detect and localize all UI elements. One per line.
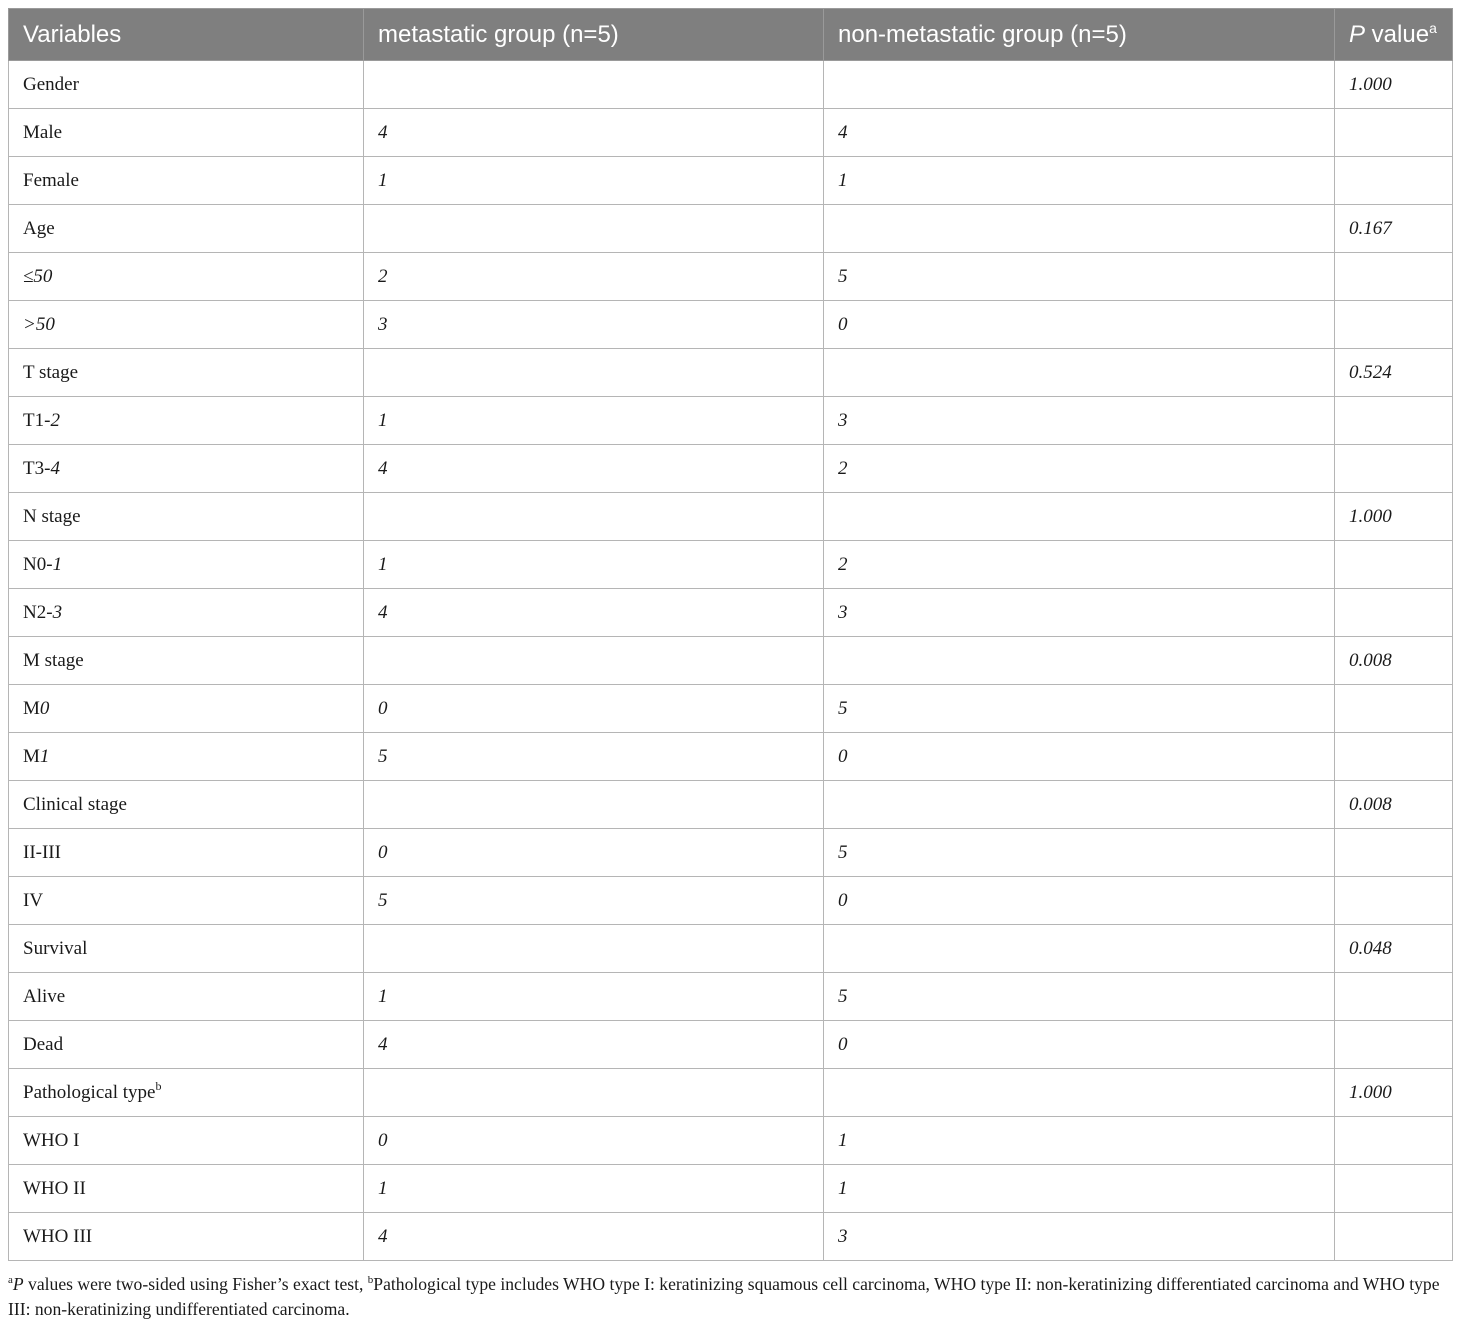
p-value-cell: [1335, 1213, 1453, 1261]
metastatic-count-cell: [364, 1069, 824, 1117]
variable-cell: [9, 541, 364, 589]
non-metastatic-count-cell: 1: [824, 1165, 1335, 1213]
p-value-cell: [1335, 733, 1453, 781]
variable-cell: [9, 253, 364, 301]
non-metastatic-count-cell: [824, 637, 1335, 685]
variable-cell: [9, 637, 364, 685]
table-row: [9, 637, 1453, 685]
variable-label: WHO III: [23, 1225, 93, 1247]
variable-label: T3-: [23, 457, 51, 479]
non-metastatic-count-cell: 1: [824, 1117, 1335, 1165]
header-variables: Variables: [9, 9, 364, 61]
p-value-cell: [1335, 829, 1453, 877]
p-value-cell: 0.167: [1335, 205, 1453, 253]
non-metastatic-count-cell: 0: [824, 733, 1335, 781]
p-value-cell: [1335, 685, 1453, 733]
table-row: [9, 733, 1453, 781]
p-value-cell: 0.524: [1335, 349, 1453, 397]
table-row: [9, 1213, 1453, 1261]
p-value-cell: [1335, 589, 1453, 637]
variable-cell: [9, 973, 364, 1021]
variable-cell: [9, 1021, 364, 1069]
metastatic-count-cell: 4: [364, 1213, 824, 1261]
variable-label: Gender: [23, 73, 79, 95]
metastatic-count-cell: 3: [364, 301, 824, 349]
table-row: [9, 1117, 1453, 1165]
variable-label: T1-: [23, 409, 51, 431]
variable-label-italic: 4: [50, 457, 60, 479]
non-metastatic-count-cell: 5: [824, 973, 1335, 1021]
variable-cell: [9, 733, 364, 781]
metastatic-count-cell: 1: [364, 157, 824, 205]
metastatic-count-cell: [364, 493, 824, 541]
variable-label: Female: [23, 169, 79, 191]
variable-label: N stage: [23, 505, 81, 527]
table-row: [9, 925, 1453, 973]
p-value-cell: [1335, 445, 1453, 493]
metastatic-count-cell: 0: [364, 1117, 824, 1165]
p-value-cell: [1335, 397, 1453, 445]
variable-label: M: [23, 697, 40, 719]
table-row: [9, 1021, 1453, 1069]
footnote-sup-b: b: [367, 1274, 374, 1286]
table-row: [9, 541, 1453, 589]
variable-cell: [9, 445, 364, 493]
footnote-p-italic: P: [12, 1274, 24, 1294]
metastatic-count-cell: [364, 925, 824, 973]
metastatic-count-cell: 4: [364, 445, 824, 493]
non-metastatic-count-cell: 3: [824, 1213, 1335, 1261]
p-value-cell: [1335, 1117, 1453, 1165]
header-non-metastatic-group: non-metastatic group (n=5): [824, 9, 1335, 61]
header-p-value-sup: a: [1429, 19, 1437, 36]
variable-label: II-III: [23, 841, 61, 863]
clinical-characteristics-table: [8, 8, 1453, 1261]
p-value-cell: 1.000: [1335, 493, 1453, 541]
metastatic-count-cell: 2: [364, 253, 824, 301]
variable-label: Alive: [23, 985, 66, 1007]
table-row: [9, 205, 1453, 253]
non-metastatic-count-cell: [824, 493, 1335, 541]
header-p-italic: P: [1349, 20, 1366, 48]
table-row: [9, 1069, 1453, 1117]
header-p-value: [1335, 9, 1453, 61]
variable-cell: [9, 829, 364, 877]
variable-label: Age: [23, 217, 55, 239]
variable-cell: [9, 1213, 364, 1261]
non-metastatic-count-cell: 0: [824, 1021, 1335, 1069]
table-row: [9, 781, 1453, 829]
p-value-cell: 0.048: [1335, 925, 1453, 973]
variable-cell: [9, 1069, 364, 1117]
table-row: [9, 397, 1453, 445]
variable-label-italic: 0: [39, 697, 50, 719]
table-row: [9, 493, 1453, 541]
table-body: [9, 61, 1453, 1261]
p-value-cell: [1335, 877, 1453, 925]
variable-label: WHO II: [23, 1177, 86, 1199]
p-value-cell: 1.000: [1335, 61, 1453, 109]
table-row: [9, 1165, 1453, 1213]
variable-label: WHO I: [23, 1129, 80, 1151]
metastatic-count-cell: 1: [364, 1165, 824, 1213]
variable-label: Survival: [23, 937, 88, 959]
table-row: [9, 589, 1453, 637]
variable-cell: [9, 493, 364, 541]
metastatic-count-cell: [364, 781, 824, 829]
p-value-cell: [1335, 301, 1453, 349]
p-value-cell: [1335, 1165, 1453, 1213]
variable-label: Clinical stage: [23, 793, 127, 815]
p-value-cell: 1.000: [1335, 1069, 1453, 1117]
variable-cell: [9, 205, 364, 253]
footnote-text-a: values were two-sided using Fisher’s exact test,: [23, 1274, 368, 1294]
p-value-cell: [1335, 1021, 1453, 1069]
header-row: [9, 9, 1453, 61]
non-metastatic-count-cell: 0: [824, 877, 1335, 925]
metastatic-count-cell: 1: [364, 973, 824, 1021]
non-metastatic-count-cell: 2: [824, 445, 1335, 493]
table-row: [9, 349, 1453, 397]
table-row: [9, 877, 1453, 925]
header-metastatic-group: metastatic group (n=5): [364, 9, 824, 61]
table-row: [9, 157, 1453, 205]
variable-label: Pathological type: [23, 1081, 156, 1103]
variable-label-italic: 1: [39, 745, 50, 767]
metastatic-count-cell: 4: [364, 1021, 824, 1069]
non-metastatic-count-cell: [824, 1069, 1335, 1117]
variable-cell: [9, 109, 364, 157]
variable-label-italic: 3: [52, 601, 63, 623]
variable-cell: [9, 1117, 364, 1165]
footnote-sup-a: a: [8, 1274, 13, 1286]
variable-cell: [9, 925, 364, 973]
variable-label-italic: 1: [52, 553, 63, 575]
non-metastatic-count-cell: 4: [824, 109, 1335, 157]
non-metastatic-count-cell: 0: [824, 301, 1335, 349]
p-value-cell: [1335, 253, 1453, 301]
table-footnote: [8, 1272, 1454, 1322]
variable-label: N2-: [23, 601, 53, 623]
non-metastatic-count-cell: 3: [824, 397, 1335, 445]
variable-label: Male: [23, 121, 63, 143]
p-value-cell: 0.008: [1335, 781, 1453, 829]
non-metastatic-count-cell: 3: [824, 589, 1335, 637]
variable-cell: [9, 301, 364, 349]
header-p-value-text: value: [1365, 20, 1430, 48]
table-header: [9, 9, 1453, 61]
p-value-cell: [1335, 109, 1453, 157]
non-metastatic-count-cell: 5: [824, 685, 1335, 733]
variable-label-sup: b: [155, 1078, 162, 1093]
metastatic-count-cell: 4: [364, 109, 824, 157]
variable-cell: [9, 781, 364, 829]
metastatic-count-cell: [364, 349, 824, 397]
variable-label-italic: 2: [50, 409, 60, 431]
metastatic-count-cell: 1: [364, 397, 824, 445]
variable-cell: [9, 349, 364, 397]
non-metastatic-count-cell: [824, 925, 1335, 973]
table-row: [9, 301, 1453, 349]
table-row: [9, 445, 1453, 493]
variable-label: N0-: [23, 553, 53, 575]
table-row: [9, 685, 1453, 733]
variable-label: IV: [23, 889, 44, 911]
metastatic-count-cell: [364, 637, 824, 685]
non-metastatic-count-cell: [824, 781, 1335, 829]
non-metastatic-count-cell: 5: [824, 253, 1335, 301]
variable-label-italic: >50: [23, 313, 55, 335]
variable-cell: [9, 589, 364, 637]
table-row: [9, 829, 1453, 877]
variable-label-italic: ≤50: [23, 265, 53, 287]
variable-cell: [9, 157, 364, 205]
footnote-text-b: Pathological type includes WHO type I: keratinizing squamous cell carcinoma, WHO type II: non-keratinizing differentiated carcinoma and WHO type III: non-keratinizing undifferentiated carcinoma.: [8, 1274, 1440, 1319]
metastatic-count-cell: 5: [364, 877, 824, 925]
metastatic-count-cell: 0: [364, 685, 824, 733]
variable-label: T stage: [23, 361, 79, 383]
table-row: [9, 61, 1453, 109]
variable-cell: [9, 397, 364, 445]
non-metastatic-count-cell: 5: [824, 829, 1335, 877]
variable-label: M: [23, 745, 40, 767]
non-metastatic-count-cell: [824, 349, 1335, 397]
p-value-cell: [1335, 157, 1453, 205]
table-row: [9, 973, 1453, 1021]
metastatic-count-cell: 1: [364, 541, 824, 589]
non-metastatic-count-cell: 2: [824, 541, 1335, 589]
non-metastatic-count-cell: 1: [824, 157, 1335, 205]
p-value-cell: [1335, 973, 1453, 1021]
table-row: [9, 109, 1453, 157]
variable-label: M stage: [23, 649, 84, 671]
variable-cell: [9, 1165, 364, 1213]
p-value-cell: 0.008: [1335, 637, 1453, 685]
variable-cell: [9, 685, 364, 733]
non-metastatic-count-cell: [824, 61, 1335, 109]
metastatic-count-cell: 4: [364, 589, 824, 637]
p-value-cell: [1335, 541, 1453, 589]
metastatic-count-cell: 0: [364, 829, 824, 877]
non-metastatic-count-cell: [824, 205, 1335, 253]
table-row: [9, 253, 1453, 301]
metastatic-count-cell: [364, 205, 824, 253]
variable-cell: [9, 61, 364, 109]
metastatic-count-cell: [364, 61, 824, 109]
variable-cell: [9, 877, 364, 925]
variable-label: Dead: [23, 1033, 64, 1055]
clinical-characteristics-table-wrapper: [8, 8, 1452, 1261]
metastatic-count-cell: 5: [364, 733, 824, 781]
